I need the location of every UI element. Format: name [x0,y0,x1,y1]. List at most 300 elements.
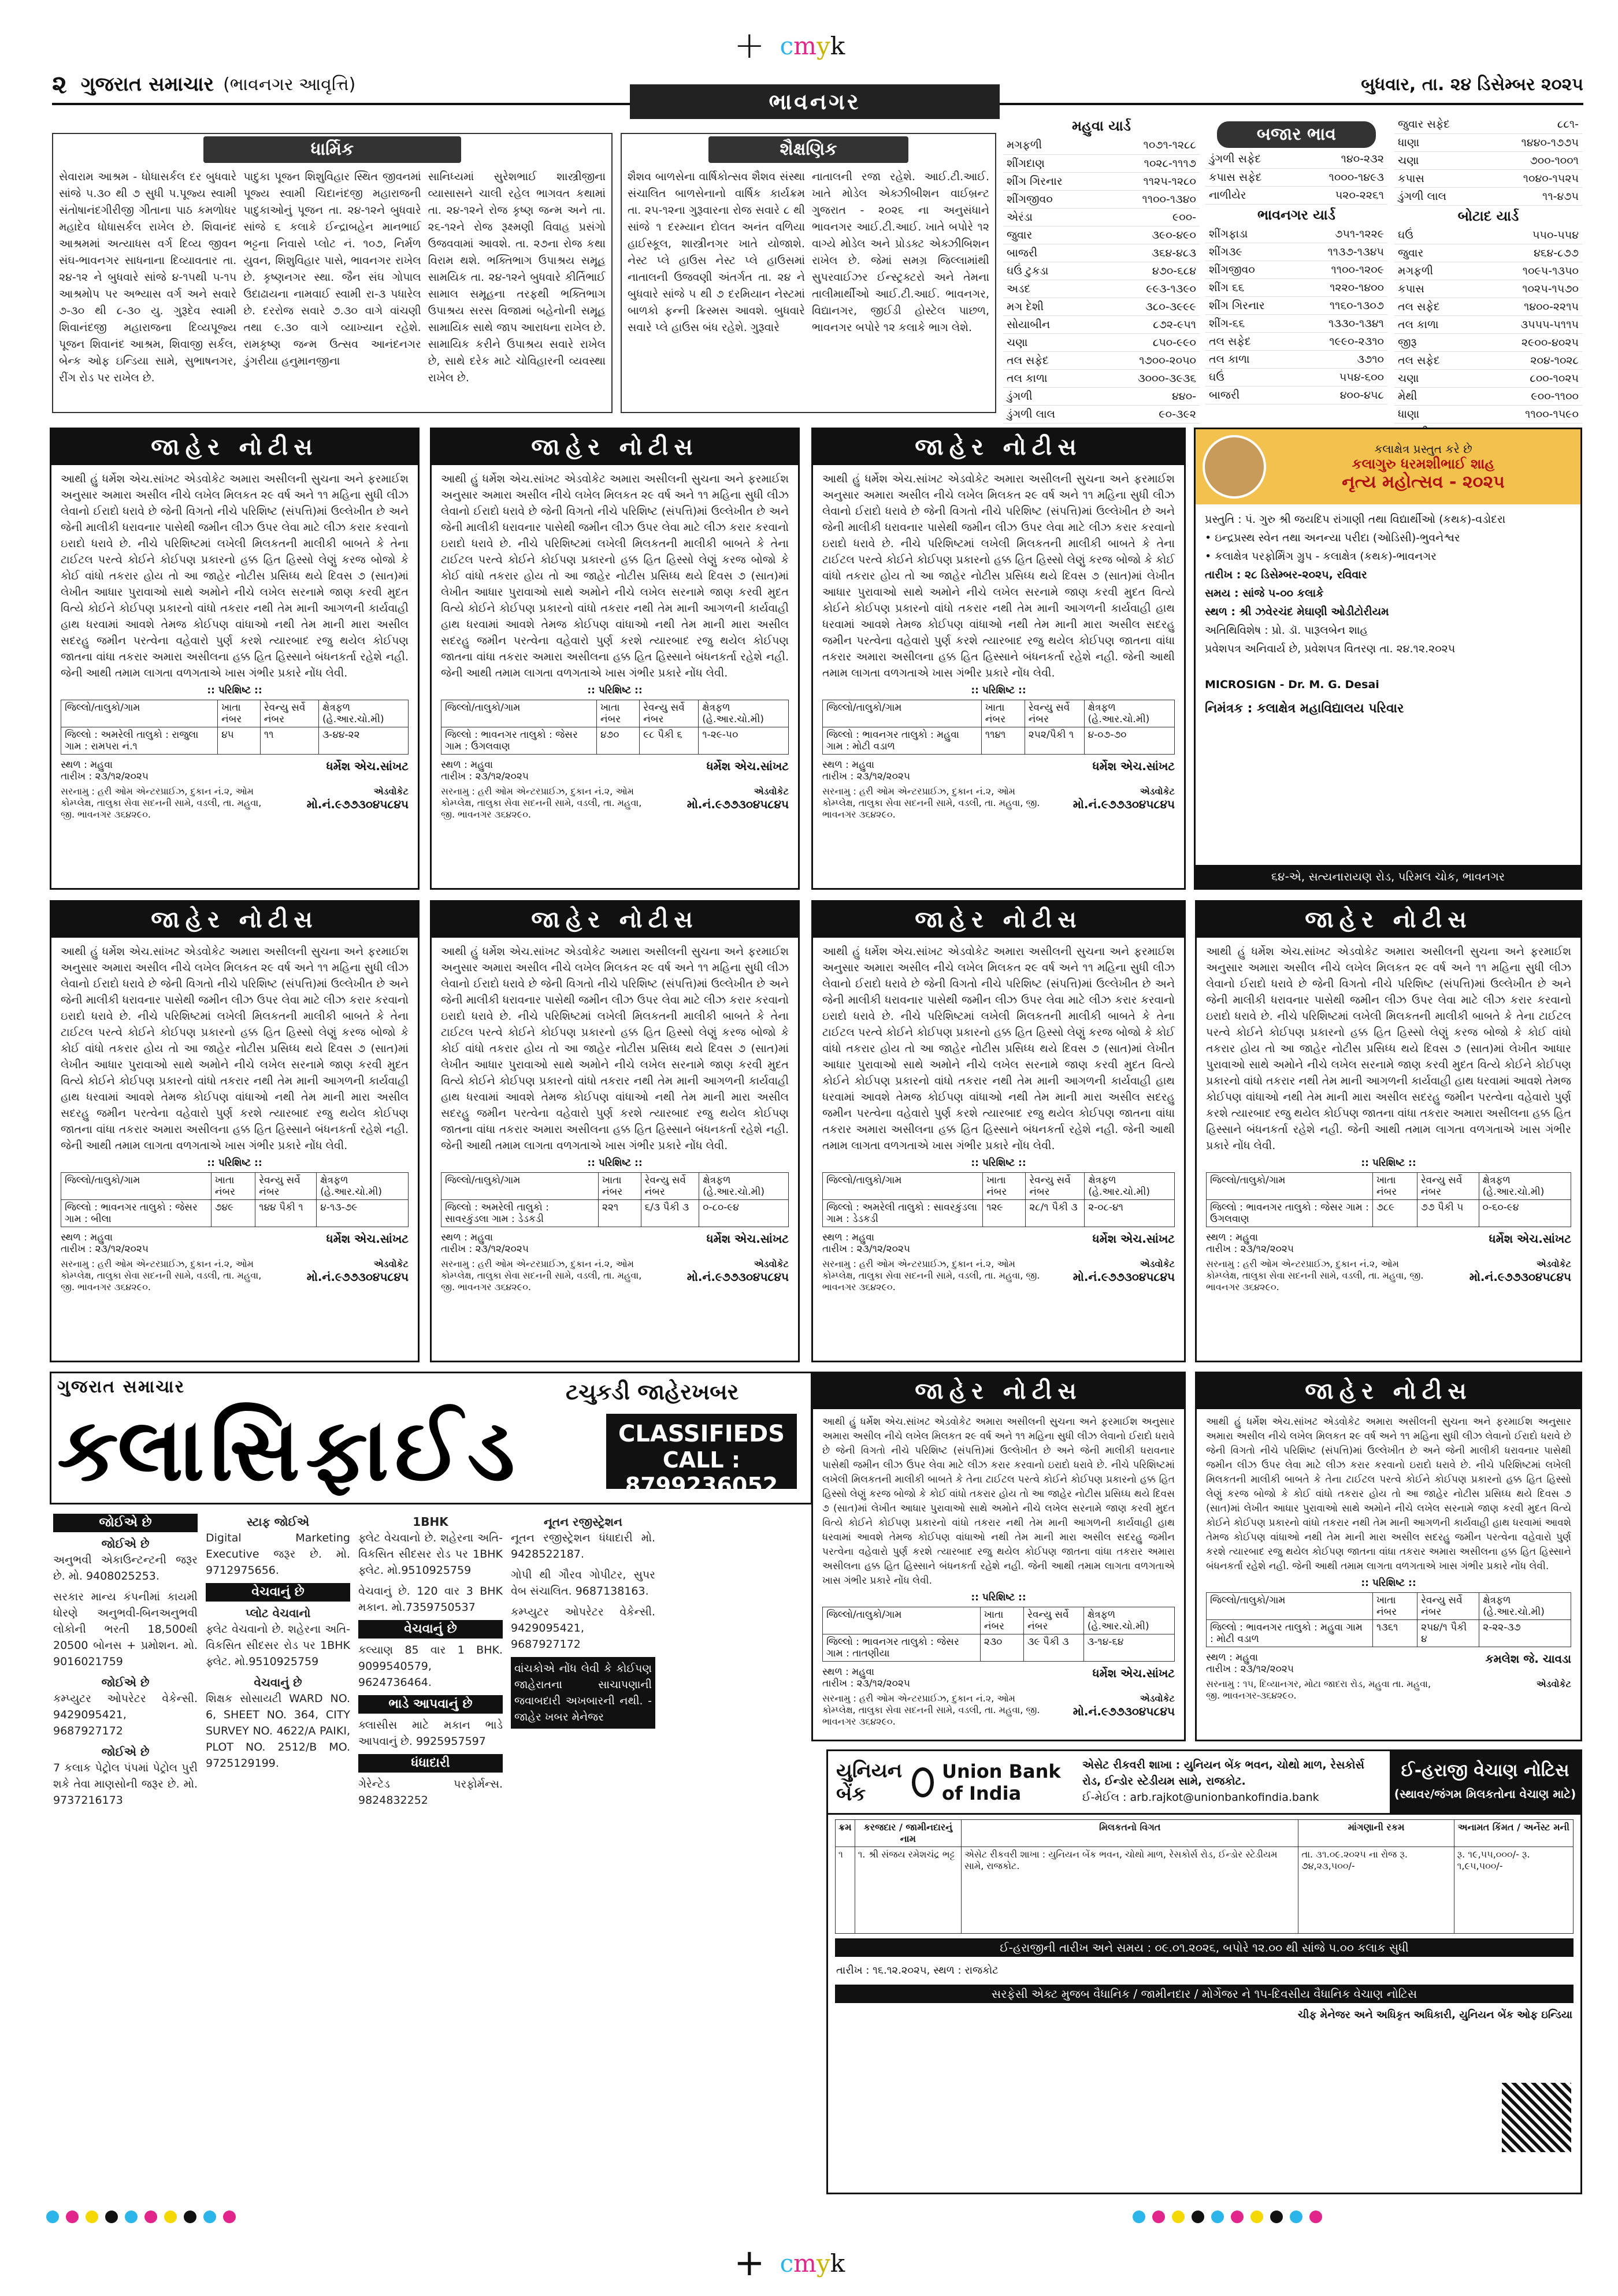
notice-address-row [51,782,418,825]
schedule-cell: ૧૪૪ પૈકી ૧ [255,1200,317,1227]
bajar-c-row [1394,187,1582,205]
commodity-name: શીંગ૩૯ [1205,243,1296,261]
classified-ad: Digital Marketing Executive જરૂર છે. મો. 9712975656. [206,1532,350,1577]
ad-label: 1BHK [413,1515,448,1529]
commodity-price: ૧૨૨૦-૧૪૦૦ [1296,279,1387,297]
schedule-cell: જિલ્લો : ભાવનગર તાલુકો : મહુવા ગામ : મોટી વડાળ [1207,1620,1373,1647]
schedule-col-header: જિલ્લો/તાલુકો/ગામ [61,700,218,727]
commodity-name: તલ સફેદ [1003,351,1100,369]
commodity-price: ૯૦૦-૧૧૦૦ [1475,388,1582,406]
bajar-b-row [1205,261,1387,279]
schedule-cell: ૩-૧૪-૬૪ [1083,1634,1174,1662]
shaikshanik-col-1: શૈશવ બાળસેના વાર્ષિકોત્સવ શૈશવ સંસ્થા સંચાલિત બાળસેનાનો વાર્ષિક કાર્યક્રમ તા. ૨૫-૧૨ના ગુરૂવારના રોજ સવારે ૮ થી સાંજે ૧ દરમ્યાન દોલત અનંત વળિયા હાઈસ્કૂલ, શાસ્ત્રીનગર ખાતે યોજાશે. નેસ્ટ પ્લે હાઉસ નેસ્ટ પ્લે હાઉસમાં નાતાલની ઉજવણી અંતર્ગત તા. ૨૪ ને બુધવારે સાંજે ૫ થી ૭ દરમિયાન નેસ્ટમાં બાળકો ફન્ની ક્રિસ્મસ આવશે. બુધવારે સવારે પ્લે હાઉસ બંધ રહેશે. ગુરૂવારે [628,170,805,334]
advocate-address: સરનામુ : હરી ઓમ એન્ટરપ્રાઈઝ, દુકાન નં.૨, ઓમ કોમ્પ્લેક્ષ, તાલુકા સેવા સદનની સામે, વડલી, તા. મહુવા, જી. ભાવનગર ૩૬૪૨૯૦. [1206,1258,1424,1292]
cat-business: ધંધાદારી [358,1754,503,1773]
cat-sale: વેચવાનું છે [206,1583,350,1602]
notice-body: આથી હું ધર્મેશ એચ.સાંખટ એડવોકેટ અમારા અસીલની સુચના અને ફરમાઈશ અનુસાર અમારા અસીલ નીચે લખેલ મિલકત ૨૯ વર્ષ અને ૧૧ મહિના સુધી લીઝ લેવાનો ઈરાદો ધરાવે છે જેની વિગતો નીચે પરિશિષ્ટ (સંપત્તિ)માં ઉલ્લેખીત છે અને જેની માલીકી ધરાવનાર પાસેથી જમીન લીઝ ઉપર લેવા માટે લીઝ કરાર કરવાનો ઇરાદો ધરાવે છે. નીચે પરિશિષ્ટમાં લખેલી મિલકતની માલીકી બાબતે કે તેના ટાઈટલ પરત્વે કોઈને કોઈપણ પ્રકારનો હક્ક હિત હિસ્સો લેણું કરજ બોજો કે કોઈ વાંધો તકરાર હોય તો આ જાહેર નોટીસ પ્રસિધ્ધ થયે દિવસ ૭ (સાત)માં લેખીત આધાર પુરાવાઓ સાથે અમોને નીચે લખેલ સરનામે જાણ કરવી મુદત વિત્યે કોઈને કોઈપણ પ્રકારનો વાંધો તકરાર નથી તેમ માની આગળની કાર્યવાહી હાથ ધરવામાં આવશે તેમજ કોઈપણ વાંધાઓ નથી તેમ માની મારા અસીલ સદરહુ જમીન પરત્વેના વહેવારો પુર્ણ કરશે ત્યારબાદ રજુ થયેલ કોઈપણ જાતના વાંધા તકરાર અમારા અસીલના હક્ક હિત હિસ્સાને બંધનકર્તા રહેશે નહી. જેની આથી તમામ લાગતા વળગતાએ ખાસ ગંભીર પ્રકારે નોંધ લેવી. [441,473,789,679]
bajar-d-row [1394,388,1582,406]
classified-ad: ગેરેન્ટેડ પરફોર્મન્સ. 9824832252 [358,1778,503,1807]
commodity-price: ૫૫૪-૬૦૦ [1296,369,1387,387]
notice-body: આથી હું ધર્મેશ એચ.સાંખટ એડવોકેટ અમારા અસીલની સુચના અને ફરમાઈશ અનુસાર અમારા અસીલ નીચે લખેલ મિલકત ૨૯ વર્ષ અને ૧૧ મહિના સુધી લીઝ લેવાનો ઈરાદો ધરાવે છે જેની વિગતો નીચે પરિશિષ્ટ (સંપત્તિ)માં ઉલ્લેખીત છે અને જેની માલીકી ધરાવનાર પાસેથી જમીન લીઝ ઉપર લેવા માટે લીઝ કરાર કરવાનો ઇરાદો ધરાવે છે. નીચે પરિશિષ્ટમાં લખેલી મિલકતની માલીકી બાબતે કે તેના ટાઈટલ પરત્વે કોઈને કોઈપણ પ્રકારનો હક્ક હિત હિસ્સો લેણું કરજ બોજો કે કોઈ વાંધો તકરાર હોય તો આ જાહેર નોટીસ પ્રસિધ્ધ થયે દિવસ ૭ (સાત)માં લેખીત આધાર પુરાવાઓ સાથે અમોને નીચે લખેલ સરનામે જાણ કરવી મુદત વિત્યે કોઈને કોઈપણ પ્રકારનો વાંધો તકરાર નથી તેમ માની આગળની કાર્યવાહી હાથ ધરવામાં આવશે તેમજ કોઈપણ વાંધાઓ નથી તેમ માની મારા અસીલ સદરહુ જમીન પરત્વેના વહેવારો પુર્ણ કરશે ત્યારબાદ રજુ થયેલ કોઈપણ જાતના વાંધા તકરાર અમારા અસીલના હક્ક હિત હિસ્સાને બંધનકર્તા રહેશે નહી. જેની આથી તમામ લાગતા વળગતાએ ખાસ ગંભીર પ્રકારે નોંધ લેવી. [441,945,789,1152]
public-notice [811,428,1186,890]
schedule-row [61,1200,409,1227]
ad-label: નૂતન રજીસ્ટ્રેશન [544,1515,622,1529]
schedule-cell: જિલ્લો : ભાવનગર તાલુકો : જેસર ગામ : તાતણીયા [823,1634,981,1662]
botad-yard-title: બોટાદ યાર્ડ [1457,207,1519,224]
land-schedule-table [1206,1592,1571,1647]
advocate-mobile: મો.નં.૯૭૭૩૦૪૫૮૪૫ [686,797,789,811]
bajar-b-row [1205,369,1387,387]
schedule-cell: ૧૨૯ [983,1200,1026,1227]
classified-disclaimer: વાંચકોએ નોંધ લેવી કે કોઈપણ જાહેરાતના સાચાપણાની જવાબદારી અખબારની નથી. - જાહેર ખબર મેનેજર [511,1657,655,1729]
cmyk-label: cmyk [780,2249,845,2278]
public-notice [430,428,800,890]
schedule-heading: :: પરિશિષ્ટ :: [971,685,1026,696]
ad-label: સ્ટાફ જોઈએ [246,1515,310,1529]
commodity-name: બાજરી [1205,387,1296,404]
land-schedule-table [1206,1172,1571,1227]
land-schedule-table [441,700,789,755]
commodity-price: ૯૯૩-૧૩૯૦ [1100,280,1200,298]
cmyk-label: cmyk [780,31,845,60]
advocate-signature: કમલેશ જે. ચાવડા [1485,1652,1571,1666]
schedule-col-header: રેવન્યુ સર્વે નંબર [641,1173,699,1200]
schedule-cell: ૧૧૪૧ [981,727,1025,755]
commodity-name: ચણા [1394,151,1484,169]
schedule-cell: ૨-૨૨-૩૭ [1479,1620,1571,1647]
schedule-row [1207,1200,1571,1227]
bajar-table-a [1205,150,1387,205]
bhavnagar-yard-title: ભાવનગર યાર્ડ [1257,206,1335,223]
bajar-d-row [1394,226,1582,244]
schedule-cell: જિલ્લો : ભાવનગર તાલુકો : જેસર ગામ : બીલા [61,1200,211,1227]
color-dot [164,2210,177,2223]
notice-title: જાહેર નોટીસ [1197,1373,1580,1409]
mahuva-title: મહુવા યાર્ડ [1072,118,1131,134]
commodity-price: ૩૮૦-૩૯૯૯ [1100,298,1200,315]
notice-body: આથી હું ધર્મેશ એચ.સાંખટ એડવોકેટ અમારા અસીલની સુચના અને ફરમાઈશ અનુસાર અમારા અસીલ નીચે લખેલ મિલકત ૨૯ વર્ષ અને ૧૧ મહિના સુધી લીઝ લેવાનો ઈરાદો ધરાવે છે જેની વિગતો નીચે પરિશિષ્ટ (સંપત્તિ)માં ઉલ્લેખીત છે અને જેની માલીકી ધરાવનાર પાસેથી જમીન લીઝ ઉપર લેવા માટે લીઝ કરાર કરવાનો ઇરાદો ધરાવે છે. નીચે પરિશિષ્ટમાં લખેલી મિલકતની માલીકી બાબતે કે તેના ટાઈટલ પરત્વે કોઈને કોઈપણ પ્રકારનો હક્ક હિત હિસ્સો લેણું કરજ બોજો કે કોઈ વાંધો તકરાર હોય તો આ જાહેર નોટીસ પ્રસિધ્ધ થયે દિવસ ૭ (સાત)માં લેખીત આધાર પુરાવાઓ સાથે અમોને નીચે લખેલ સરનામે જાણ કરવી મુદત વિત્યે કોઈને કોઈપણ પ્રકારનો વાંધો તકરાર નથી તેમ માની આગળની કાર્યવાહી હાથ ધરવામાં આવશે તેમજ કોઈપણ વાંધાઓ નથી તેમ માની મારા અસીલ સદરહુ જમીન પરત્વેના વહેવારો પુર્ણ કરશે ત્યારબાદ રજુ થયેલ કોઈપણ જાતના વાંધા તકરાર અમારા અસીલના હક્ક હિત હિસ્સાને બંધનકર્તા રહેશે નહી. જેની આથી તમામ લાગતા વળગતાએ ખાસ ગંભીર પ્રકારે નોંધ લેવી. [61,473,409,679]
notice-address-row [1197,1675,1580,1706]
schedule-cell: ૩-૪૪-૨૨ [318,727,408,755]
schedule-col-header: ક્ષેત્રફળ (હે.આર.ચો.મી) [317,1173,409,1200]
dharmik-columns [53,165,611,390]
advocate-mobile: મો.નં.૯૭૭૩૦૪૫૮૪૫ [306,797,409,811]
commodity-price: ૩૫૫૫-૫૧૧૫ [1475,316,1582,334]
schedule-col-header: જિલ્લો/તાલુકો/ગામ [1207,1173,1373,1200]
color-dot [86,2210,98,2223]
commodity-price: ૮૫૦-૯૯૦ [1100,333,1200,351]
bajar-d-row [1394,280,1582,298]
crosshair-icon: + [734,2242,765,2284]
mahuva-row [1003,351,1200,369]
bajar-a-row [1205,186,1387,204]
classified-col-2 [206,1510,350,2198]
notice-date: તારીખ : ૨૩/૧૨/૨૦૨૫ [822,771,911,782]
mahuva-row [1003,262,1200,280]
mahuva-row [1003,405,1200,423]
schedule-col-header: ખાતા નંબર [1372,1593,1417,1620]
registration-mark-top [734,24,845,67]
notice-title: જાહેર નોટીસ [813,1373,1184,1409]
promo-performer-2: • ઇન્દ્રપ્રસ્થ સ્વેન તથા અનન્યા પરીદા (ઓડિસી)-ભુવનેશ્વર [1205,532,1460,544]
commodity-name: અડદ [1003,280,1100,298]
edition-label: (ભાવનગર આવૃત્તિ) [223,74,356,95]
ad-label: પ્લોટ વેચવાનો [245,1606,311,1620]
commodity-name: જુવાર [1003,226,1100,244]
schedule-col-header: ક્ષેત્રફળ (હે.આર.ચો.મી) [1085,1173,1175,1200]
bank-name-gujarati: યુનિયન બેંક [836,1759,903,1805]
bajar-d-row [1394,352,1582,370]
qr-code-icon [1502,2083,1571,2152]
commodity-price: ૧૪૪૦-૧૭૭૫ [1484,133,1582,151]
commodity-price: ૭૫૧-૧૨૨૯ [1296,225,1387,243]
commodity-name: ઘઉં [1205,369,1296,387]
commodity-name: શીંગ ગિરનાર [1205,297,1296,315]
land-schedule-table [822,1607,1175,1662]
commodity-name: શીંગ ગિરનાર [1003,172,1100,190]
schedule-row [441,1200,789,1227]
color-dot [1290,2210,1302,2223]
bajar-c-row [1394,116,1582,133]
advocate-role: એડવોકેટ [1140,786,1175,797]
demand-amount: તા. ૩૧.૦૯.૨૦૨૫ ના રોજ રૂ. ૭૪,૨૩,૫૦૦/- [1298,1847,1454,1934]
schedule-col-header: ખાતા નંબર [1372,1173,1417,1200]
commodity-name: ધાણા [1394,133,1484,151]
promo-address: ૬૪-એ, સત્યનારાયણ રોડ, પરિમલ ચોક, ભાવનગર [1196,865,1580,888]
commodity-name: બાજરી [1003,244,1100,262]
commodity-price: ૧૦૨૮-૧૧૧૭ [1100,154,1200,172]
commodity-name: કપાસ [1394,280,1475,298]
section-title: ભાવનગર [630,84,1000,119]
classified-ad: ક્લાસીસ માટે મકાન ભાડે આપવાનું છે. 9925957597 [358,1719,503,1748]
commodity-price: ૭૦૦-૧૦૦૧ [1484,151,1582,169]
classified-ad: સરકાર માન્ય કંપનીમાં કાયમી ધોરણે અનુભવી-બિનઅનુભવી લોકોની ભરતી 18,500થી 20500 બોનસ + પ્રમોશન. મો. 9016021759 [53,1591,198,1668]
color-dot [1309,2210,1322,2223]
land-schedule-table [822,1172,1175,1227]
cat-rent: ભાડે આપવાનું છે [358,1695,503,1714]
mahuva-row [1003,280,1200,298]
shaikshanik-col-2: નાતાલની રજા રહેશે. આઈ.ટી.આઈ. ખાતે મોડેલ એક્ઝીબીશન વાઈબ્રન્ટ ગુજરાત - ૨૦૨૬ ના અનુસંધાને ભાવનગર આઈ.ટી.આઈ. ખાતે બપોરે ૧૨ વાગ્યે મોડેલ અને પ્રોડક્ટ એક્ઝીબિશન રાખેલ છે. જેમાં સમગ્ર જિલ્લામાંથી સુપરવાઈઝર ઈન્સ્ટ્રક્ટરો અને તેમના તાલીમાર્થીઓ આઈ.ટી.આઈ. ભાવનગર, વિદ્યાનગર, જીઈડી હોસ્ટેલ પાછળ, ભાવનગર બપોરે ૧૨ કલાકે ભાગ લેશે. [812,170,989,334]
classified-ad: કલ્યાણ 85 વાર 1 BHK. 9099540579, 9624736464. [358,1644,503,1689]
advocate-role: એડવોકેટ [1536,1678,1571,1689]
bajar-b-row [1205,333,1387,351]
row-number: ૧ [836,1847,855,1934]
dharmik-col-3: સાનિધ્યમાં સુરેશભાઈ શાસ્ત્રીજીના વ્યાસાસને ચાલી રહેલ ભાગવત કથામાં તા. ૨૪-૧૨ને રોજ કૃષ્ણ જન્મ અને તા. ૨૬-૧૨ને રોજ રૂક્ષ્મણી વિવાહ પ્રસંગો ઉજવવામાં આવશે. તા. ૨૭ના રોજ કથા વિરામ થશે. ભક્તિભાગ ઉપાશ્રય સમૂહ સામયિક તા. ૨૪-૧૨ને બુધવારે કીર્તિભાઈ સામાલ સમૂહના તરફથી ભક્તિભાગ ઉપાશ્રય સરસ વિજામાં બહેનોની સમૂહ સામાયિક સાથે જાપ આરાધના રાખેલ છે. સામાયિક કરીને ઉપાશ્રય સવારે રાખેલ છે, સાથે દરેક માટે ચોવિહારની વ્યવસ્થા રાખેલ છે. [428,170,606,384]
schedule-cell: ૨૮/૧ પૈકી ૩ [1026,1200,1085,1227]
issue-date: બુધવાર, તા. ૨૪ ડિસેમ્બર ૨૦૨૫ [1361,74,1583,95]
borrower-name: ૧. શ્રી સંજય રમેશચંદ્ર ભટ્ટ [855,1847,961,1934]
commodity-price: ૯૦૦- [1100,208,1200,226]
promo-entry: પ્રવેશપત્ર અનિવાર્ય છે, પ્રવેશપત્ર વિતરણ તા. ૨૪.૧૨.૨૦૨૫ [1205,642,1456,655]
schedule-heading: :: પરિશિષ્ટ :: [971,1157,1026,1169]
notice-date: તારીખ : ૨૩/૧૨/૨૦૨૫ [1206,1663,1294,1675]
schedule-col-header: ખાતા નંબર [983,1173,1026,1200]
notice-place: સ્થળ : મહુવા [1206,1652,1259,1663]
bajar-b-row [1205,225,1387,243]
schedule-col-header: જિલ્લો/તાલુકો/ગામ [441,1173,599,1200]
classified-ad: ગોપી થી ગૌરવ ગોપીટર, સુપર વેબ સંચાલિત. 9687138163. [511,1569,655,1597]
schedule-heading: :: પરિશિષ્ટ :: [587,1157,643,1169]
notice-place: સ્થળ : મહુવા [61,1232,113,1243]
col-header: મિલકતનો વિગત [962,1820,1298,1847]
bajar-d-row [1394,244,1582,262]
notice-address-row [813,782,1184,825]
advocate-signature: ધર્મેશ એચ.સાંખટ [1092,1666,1175,1680]
schedule-cell: ૧૩૬૧ [1372,1620,1417,1647]
commodity-name: ઘઉં [1394,226,1475,244]
shaikshanik-columns [622,165,995,340]
color-registration-right [1133,2210,1322,2223]
commodity-name: તલ સફેદ [1205,333,1296,351]
notice-date: તારીખ : ૨૩/૧૨/૨૦૨૫ [441,771,529,782]
notice-footer [51,1227,418,1255]
commodity-name: તલ કાળા [1205,351,1296,369]
advocate-signature: ધર્મેશ એચ.સાંખટ [706,1232,789,1246]
schedule-cell: ૨૨૧ [599,1200,641,1227]
cat-sale: વેચવાનું છે [358,1620,503,1639]
commodity-price: ૧૭૦૦-૨૦૫૦ [1100,351,1200,369]
bank-name-english: Union Bank of India [941,1760,1061,1804]
classified-ad: કમ્પ્યુટર ઓપરેટર વેકેન્સી. 9429095421, 9687927172 [511,1606,655,1651]
commodity-price: ૧૧૦૦-૧૩૪૦ [1100,190,1200,208]
bajar-a-row [1205,168,1387,186]
bajar-c-row [1394,151,1582,169]
mahuva-row [1003,244,1200,262]
dance-festival-ad [1194,428,1582,890]
schedule-cell: ૭૪૯ [211,1200,255,1227]
commodity-price: ૧૪૦૦-૨૨૧૫ [1475,298,1582,316]
color-dot [1133,2210,1145,2223]
dharmik-title: ધાર્મિક [203,136,461,163]
schedule-heading: :: પરિશિષ્ટ :: [971,1592,1026,1603]
bajar-title: બજાર ભાવ [1217,121,1376,148]
schedule-cell: ૨૫૨/પૈકી ૧ [1025,727,1084,755]
notice-title: જાહેર નોટીસ [432,429,798,465]
union-bank-logo [828,1751,1077,1813]
promo-inviter: નિમંત્રક : કલાક્ષેત્ર મહાવિદ્યાલય પરિવાર [1205,701,1404,716]
commodity-price: ૧૦૯૫-૧૩૫૦ [1475,262,1582,280]
notice-title: જાહેર નોટીસ [432,902,798,938]
schedule-col-header: જિલ્લો/તાલુકો/ગામ [823,1607,981,1634]
bajar-d-row [1394,298,1582,316]
bajar-table-b [1205,225,1387,405]
color-dot [203,2210,216,2223]
shaikshanik-title: શૈક્ષણિક [708,136,908,163]
commodity-price: ૫૨૦-૨૨૬૧ [1294,186,1387,204]
auction-place-date: તારીખ : ૧૬.૧૨.૨૦૨૫, સ્થળ : રાજકોટ [836,1964,999,1977]
classified-ad: અનુભવી એકાઉન્ટન્ટની જરૂર છે. મો. 9408025253. [53,1554,198,1582]
notice-place: સ્થળ : મહુવા [441,1232,493,1243]
commodity-name: શીંગજીવ૦ [1205,261,1296,279]
notice-title: જાહેર નોટીસ [813,902,1184,938]
schedule-cell: ૭૮૯ [1372,1200,1417,1227]
commodity-price: ૫૫૦-૫૫૪ [1475,226,1582,244]
public-notice [811,900,1186,1362]
commodity-name: જુવાર સફેદ [1394,116,1484,133]
advocate-signature: ધર્મેશ એચ.સાંખટ [706,759,789,773]
commodity-name: જીરૂ [1394,334,1475,352]
promo-banner [1196,429,1580,504]
commodity-price: ૪૪૦- [1100,387,1200,405]
advocate-address: સરનામુ : હરી ઓમ એન્ટરપ્રાઈઝ, દુકાન નં.૨, ઓમ કોમ્પ્લેક્ષ, તાલુકા સેવા સદનની સામે, વડલી, તા. મહુવા, જી. ભાવનગર ૩૬૪૨૯૦. [822,1258,1040,1292]
commodity-price: ૧૦૦૦-૧૪૯૩ [1294,168,1387,186]
commodity-price: ૨૦૪-૧૦૨૮ [1475,352,1582,370]
commodity-name: નાળીયેર [1205,186,1294,204]
commodity-price: ૩૬૪-૪૮૩ [1100,244,1200,262]
promo-time: સમય : સાંજે ૫-૦૦ કલાકે [1205,587,1324,600]
advocate-signature: ધર્મેશ એચ.સાંખટ [1489,1232,1571,1246]
land-schedule-table [61,700,409,755]
ad-label: વેચવાનું છે [254,1675,302,1689]
auction-subtitle: (સ્થાવર/જંગમ મિલકતોના વેચાણ માટે) [1394,1787,1576,1801]
bajar-b-row [1205,279,1387,297]
schedule-col-header: રેવન્યુ સર્વે નંબર [640,700,699,727]
classified-col-4 [511,1510,655,2198]
commodity-price: ૮૭૨-૯૫૧ [1100,315,1200,333]
ad-label: જોઈએ છે [101,1537,150,1551]
schedule-cell: ૨૩૦ [980,1634,1023,1662]
notice-place: સ્થળ : મહુવા [441,759,493,771]
advocate-mobile: મો.નં.૯૭૭૩૦૪૫૮૪૫ [306,1270,409,1284]
public-notice [1195,1372,1582,1741]
cat-wanted: જોઈએ છે [53,1514,198,1532]
notice-footer [813,755,1184,782]
commodity-name: તલ કાળા [1003,369,1100,387]
classified-brand: ગુજરાત સમાચાર [57,1377,185,1397]
classified-col-3 [358,1510,503,2198]
schedule-cell: જિલ્લો : અમરેલી તાલુકો : સાવરકુંડલા ગામ : ડેડકડી [441,1200,599,1227]
authorized-officer: ચીફ મેનેજર અને અધિકૃત અધિકારી, યુનિયન બેંક ઓફ ઇન્ડિયા [1297,2009,1572,2021]
advocate-address: સરનામુ : હરી ઓમ એન્ટરપ્રાઈઝ, દુકાન નં.૨, ઓમ કોમ્પ્લેક્ષ, તાલુકા સેવા સદનની સામે, વડલી, તા. મહુવા, જી. ભાવનગર ૩૬૪૨૯૦. [61,1258,262,1292]
bajar-b-row [1205,243,1387,261]
notice-title: જાહેર નોટીસ [813,429,1184,465]
schedule-heading: :: પરિશિષ્ટ :: [587,685,643,696]
shaikshanik-box [621,133,996,413]
color-dot [66,2210,79,2223]
commodity-price: ૧૧૦૦-૧૨૦૯ [1296,261,1387,279]
schedule-heading: :: પરિશિષ્ટ :: [1361,1157,1416,1169]
bajar-table-c [1394,116,1582,206]
notice-date: તારીખ : ૨૩/૧૨/૨૦૨૫ [441,1243,529,1255]
col-header: કરજદાર / જામીનદારનું નામ [855,1820,961,1847]
classified-ad: વેચવાનું છે. 120 વાર 3 BHK મકાન. મો.7359750537 [358,1585,503,1614]
commodity-name: ચણા [1003,333,1100,351]
notice-body: આથી હું ધર્મેશ એચ.સાંખટ એડવોકેટ અમારા અસીલની સુચના અને ફરમાઈશ અનુસાર અમારા અસીલ નીચે લખેલ મિલકત ૨૯ વર્ષ અને ૧૧ મહિના સુધી લીઝ લેવાનો ઈરાદો ધરાવે છે જેની વિગતો નીચે પરિશિષ્ટ (સંપત્તિ)માં ઉલ્લેખીત છે અને જેની માલીકી ધરાવનાર પાસેથી જમીન લીઝ ઉપર લેવા માટે લીઝ કરાર કરવાનો ઇરાદો ધરાવે છે. નીચે પરિશિષ્ટમાં લખેલી મિલકતની માલીકી બાબતે કે તેના ટાઈટલ પરત્વે કોઈને કોઈપણ પ્રકારનો હક્ક હિત હિસ્સો લેણું કરજ બોજો કે કોઈ વાંધો તકરાર હોય તો આ જાહેર નોટીસ પ્રસિધ્ધ થયે દિવસ ૭ (સાત)માં લેખીત આધાર પુરાવાઓ સાથે અમોને નીચે લખેલ સરનામે જાણ કરવી મુદત વિત્યે કોઈને કોઈપણ પ્રકારનો વાંધો તકરાર નથી તેમ માની આગળની કાર્યવાહી હાથ ધરવામાં આવશે તેમજ કોઈપણ વાંધાઓ નથી તેમ માની મારા અસીલ સદરહુ જમીન પરત્વેના વહેવારો પુર્ણ કરશે ત્યારબાદ રજુ થયેલ કોઈપણ જાતના વાંધા તકરાર અમારા અસીલના હક્ક હિત હિસ્સાને બંધનકર્તા રહેશે નહી. જેની આથી તમામ લાગતા વળગતાએ ખાસ ગંભીર પ્રકારે નોંધ લેવી. [822,473,1175,679]
notice-title: જાહેર નોટીસ [51,429,418,465]
notice-date: તારીખ : ૨૩/૧૨/૨૦૨૫ [61,1243,149,1255]
mahuva-row [1003,190,1200,208]
commodity-name: ડુંગળી [1003,387,1100,405]
schedule-col-header: રેવન્યુ સર્વે નંબર [1026,1173,1085,1200]
schedule-col-header: ક્ષેત્રફળ (હે.આર.ચો.મી) [1479,1173,1571,1200]
auction-table [835,1819,1574,1934]
promo-sponsor: MICROSIGN - Dr. M. G. Desai [1205,678,1379,691]
schedule-col-header: ખાતા નંબર [599,1173,641,1200]
schedule-col-header: જિલ્લો/તાલુકો/ગામ [1207,1593,1373,1620]
bajar-d-row [1394,334,1582,352]
commodity-name: સોયાબીન [1003,315,1100,333]
notice-footer [51,755,418,782]
notice-footer [813,1227,1184,1255]
commodity-price: ૪૬૪-૮૭૭ [1475,244,1582,262]
advocate-role: એડવોકેટ [373,786,409,797]
promo-date: તારીખ : ૨૮ ડિસેમ્બર-૨૦૨૫, રવિવાર [1205,569,1367,581]
advocate-mobile: મો.નં.૯૭૭૩૦૪૫૮૪૫ [686,1270,789,1284]
union-bank-notice [826,1749,1582,2194]
commodity-name: ડુંગળી લાલ [1003,405,1100,423]
color-dot [1270,2210,1283,2223]
notice-date: તારીખ : ૨૩/૧૨/૨૦૨૫ [822,1243,911,1255]
schedule-row [823,727,1175,755]
col-header: અનામત કિંમત / અર્નેસ્ટ મની [1454,1820,1573,1847]
color-dot [1152,2210,1165,2223]
reserve-price: રૂ. ૧૯,૫૫,૦૦૦/- રૂ. ૧,૯૫,૫૦૦/- [1454,1847,1573,1934]
classified-ad: 7 કલાક પેટ્રોલ પંપમાં પેટ્રોલ પુરી શકે તેવા માણસોની જરૂર છે. મો. 9737216173 [53,1762,198,1807]
mahuva-row [1003,369,1200,387]
public-notice [50,900,420,1362]
dharmik-box [52,133,613,413]
commodity-name: શીંગદાણ [1003,154,1100,172]
advocate-address: સરનામુ : હરી ઓમ એન્ટરપ્રાઈઝ, દુકાન નં.૨, ઓમ કોમ્પ્લેક્ષ, તાલુકા સેવા સદનની સામે, વડલી, તા. મહુવા, જી. ભાવનગર ૩૬૪૨૯૦. [822,1693,1040,1727]
advocate-mobile: મો.નં.૯૭૭૩૦૪૫૮૪૫ [1073,1704,1175,1718]
promo-performer-3: • કલાક્ષેત્ર પરફોર્મિંગ ગ્રુપ - કલાક્ષેત્ર (કથક)-ભાવનગર [1205,550,1437,563]
schedule-col-header: ક્ષેત્રફળ (હે.આર.ચો.મી) [1479,1593,1571,1620]
bajar-b-row [1205,387,1387,404]
mahuva-row [1003,226,1200,244]
commodity-name: કપાસ સફેદ [1205,168,1294,186]
advocate-role: એડવોકેટ [1536,1258,1571,1269]
public-notice [50,428,420,890]
schedule-col-header: રેવન્યુ સર્વે નંબર [255,1173,317,1200]
notice-place: સ્થળ : મહુવા [1206,1232,1259,1243]
union-bank-logo-icon [912,1767,934,1797]
notice-footer [432,1227,798,1255]
schedule-col-header: ખાતા નંબર [218,700,261,727]
public-notice [811,1372,1186,1741]
bajar-d-row [1394,406,1582,423]
color-dot [1192,2210,1204,2223]
classified-tagline: ટચુકડી જાહેરખબર [566,1379,739,1405]
commodity-name: શીંગજીવ૦ [1003,190,1100,208]
notice-body: આથી હું ધર્મેશ એચ.સાંખટ એડવોકેટ અમારા અસીલની સુચના અને ફરમાઈશ અનુસાર અમારા અસીલ નીચે લખેલ મિલકત ૨૯ વર્ષ અને ૧૧ મહિના સુધી લીઝ લેવાનો ઈરાદો ધરાવે છે જેની વિગતો નીચે પરિશિષ્ટ (સંપત્તિ)માં ઉલ્લેખીત છે અને જેની માલીકી ધરાવનાર પાસેથી જમીન લીઝ ઉપર લેવા માટે લીઝ કરાર કરવાનો ઇરાદો ધરાવે છે. નીચે પરિશિષ્ટમાં લખેલી મિલકતની માલીકી બાબતે કે તેના ટાઈટલ પરત્વે કોઈને કોઈપણ પ્રકારનો હક્ક હિત હિસ્સો લેણું કરજ બોજો કે કોઈ વાંધો તકરાર હોય તો આ જાહેર નોટીસ પ્રસિધ્ધ થયે દિવસ ૭ (સાત)માં લેખીત આધાર પુરાવાઓ સાથે અમોને નીચે લખેલ સરનામે જાણ કરવી મુદત વિત્યે કોઈને કોઈપણ પ્રકારનો વાંધો તકરાર નથી તેમ માની આગળની કાર્યવાહી હાથ ધરવામાં આવશે તેમજ કોઈપણ વાંધાઓ નથી તેમ માની મારા અસીલ સદરહુ જમીન પરત્વેના વહેવારો પુર્ણ કરશે ત્યારબાદ રજુ થયેલ કોઈપણ જાતના વાંધા તકરાર અમારા અસીલના હક્ક હિત હિસ્સાને બંધનકર્તા રહેશે નહી. જેની આથી તમામ લાગતા વળગતાએ ખાસ ગંભીર પ્રકારે નોંધ લેવી. [61,945,409,1152]
schedule-cell: ૬/૩ પૈકી ૩ [641,1200,699,1227]
auction-date-band: ઈ-હરાજીની તારીખ અને સમય : ૦૯.૦૧.૨૦૨૬, બપોરે ૧૨.૦૦ થી સાંજે ૫.૦૦ કલાક સુધી [835,1938,1574,1957]
advocate-mobile: મો.નં.૯૭૭૩૦૪૫૮૪૫ [1073,1270,1175,1284]
commodity-name: ચણા [1394,370,1475,388]
schedule-cell: ૪-૦૭-૭૦ [1084,727,1174,755]
notice-footer [1197,1647,1580,1675]
schedule-cell: ૧૧ [260,727,318,755]
notice-body: આથી હું ધર્મેશ એચ.સાંખટ એડવોકેટ અમારા અસીલની સુચના અને ફરમાઈશ અનુસાર અમારા અસીલ નીચે લખેલ મિલકત ૨૯ વર્ષ અને ૧૧ મહિના સુધી લીઝ લેવાનો ઈરાદો ધરાવે છે જેની વિગતો નીચે પરિશિષ્ટ (સંપત્તિ)માં ઉલ્લેખીત છે અને જેની માલીકી ધરાવનાર પાસેથી જમીન લીઝ ઉપર લેવા માટે લીઝ કરાર કરવાનો ઇરાદો ધરાવે છે. નીચે પરિશિષ્ટમાં લખેલી મિલકતની માલીકી બાબતે કે તેના ટાઈટલ પરત્વે કોઈને કોઈપણ પ્રકારનો હક્ક હિત હિસ્સો લેણું કરજ બોજો કે કોઈ વાંધો તકરાર હોય તો આ જાહેર નોટીસ પ્રસિધ્ધ થયે દિવસ ૭ (સાત)માં લેખીત આધાર પુરાવાઓ સાથે અમોને નીચે લખેલ સરનામે જાણ કરવી મુદત વિત્યે કોઈને કોઈપણ પ્રકારનો વાંધો તકરાર નથી તેમ માની આગળની કાર્યવાહી હાથ ધરવામાં આવશે તેમજ કોઈપણ વાંધાઓ નથી તેમ માની મારા અસીલ સદરહુ જમીન પરત્વેના વહેવારો પુર્ણ કરશે ત્યારબાદ રજુ થયેલ કોઈપણ જાતના વાંધા તકરાર અમારા અસીલના હક્ક હિત હિસ્સાને બંધનકર્તા રહેશે નહી. જેની આથી તમામ લાગતા વળગતાએ ખાસ ગંભીર પ્રકારે નોંધ લેવી. [1206,945,1571,1152]
commodity-price: ૧૧૬૦-૧૩૦૭ [1296,297,1387,315]
promo-performer-1: પ્રસ્તુતિ : પં. ગુરુ શ્રી જયદિપ રાંગાણી તથા વિદ્યાર્થીઓ (કથક)-વડોદરા [1205,513,1506,526]
schedule-cell: ૩૯ પૈકી ૩ [1024,1634,1084,1662]
color-dot [1250,2210,1263,2223]
schedule-col-header: રેવન્યુ સર્વે નંબર [1025,700,1084,727]
col-header: ક્રમ [836,1820,855,1847]
notice-body: આથી હું ધર્મેશ એચ.સાંખટ એડવોકેટ અમારા અસીલની સુચના અને ફરમાઈશ અનુસાર અમારા અસીલ નીચે લખેલ મિલકત ૨૯ વર્ષ અને ૧૧ મહિના સુધી લીઝ લેવાનો ઈરાદો ધરાવે છે જેની વિગતો નીચે પરિશિષ્ટ (સંપત્તિ)માં ઉલ્લેખીત છે અને જેની માલીકી ધરાવનાર પાસેથી જમીન લીઝ ઉપર લેવા માટે લીઝ કરાર કરવાનો ઇરાદો ધરાવે છે. નીચે પરિશિષ્ટમાં લખેલી મિલકતની માલીકી બાબતે કે તેના ટાઈટલ પરત્વે કોઈને કોઈપણ પ્રકારનો હક્ક હિત હિસ્સો લેણું કરજ બોજો કે કોઈ વાંધો તકરાર હોય તો આ જાહેર નોટીસ પ્રસિધ્ધ થયે દિવસ ૭ (સાત)માં લેખીત આધાર પુરાવાઓ સાથે અમોને નીચે લખેલ સરનામે જાણ કરવી મુદત વિત્યે કોઈને કોઈપણ પ્રકારનો વાંધો તકરાર નથી તેમ માની આગળની કાર્યવાહી હાથ ધરવામાં આવશે તેમજ કોઈપણ વાંધાઓ નથી તેમ માની મારા અસીલ સદરહુ જમીન પરત્વેના વહેવારો પુર્ણ કરશે ત્યારબાદ રજુ થયેલ કોઈપણ જાતના વાંધા તકરાર અમારા અસીલના હક્ક હિત હિસ્સાને બંધનકર્તા રહેશે નહી. જેની આથી તમામ લાગતા વળગતાએ ખાસ ગંભીર પ્રકારે નોંધ લેવી. [1206,1416,1571,1572]
schedule-col-header: રેવન્યુ સર્વે નંબર [1024,1607,1084,1634]
commodity-name: એરંડા [1003,208,1100,226]
bajar-d-row [1394,370,1582,388]
advocate-mobile: મો.નં.૯૭૭૩૦૪૫૮૪૫ [1469,1270,1571,1284]
newspaper-name: ગુજરાત સમાચાર [80,73,214,96]
schedule-cell: ૦-૬૦-૯૪ [1479,1200,1571,1227]
classified-title: ક્લાસિફાઈડ [57,1400,521,1500]
schedule-col-header: ક્ષેત્રફળ (હે.આર.ચો.મી) [699,1173,789,1200]
schedule-cell: જિલ્લો : અમરેલી તાલુકો : સાવરકુંડલા ગામ : ડેડકડી [823,1200,983,1227]
schedule-cell: જિલ્લો : ભાવનગર તાલુકો : જેસર ગામ : ઉગલવાણ [1207,1200,1373,1227]
